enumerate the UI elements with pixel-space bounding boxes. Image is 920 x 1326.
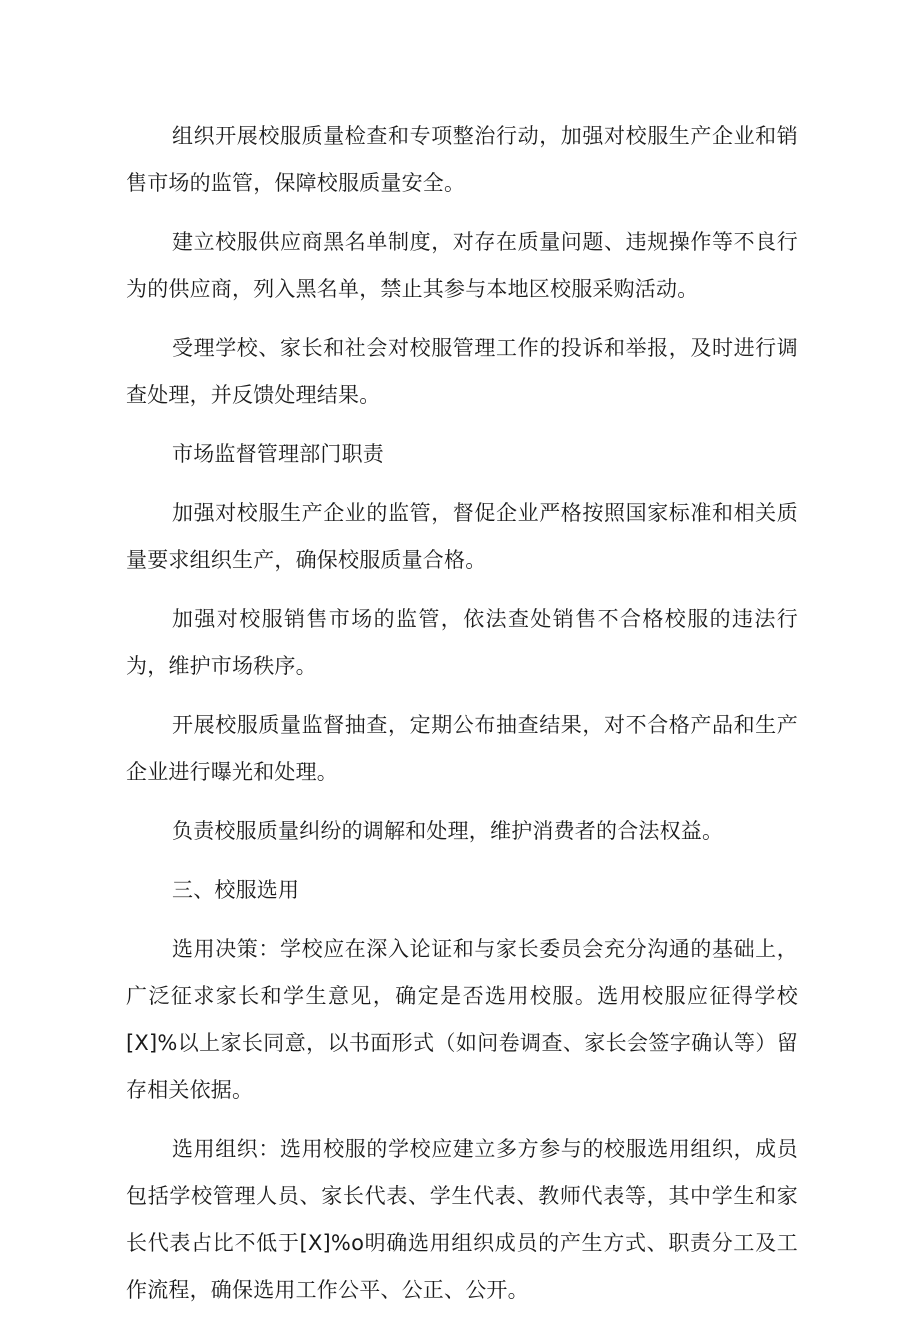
paragraph-production-supervision: 加强对校服生产企业的监管，督促企业严格按照国家标准和相关质量要求组织生产，确保校服质量合格。 (126, 501, 798, 572)
document-body (126, 113, 798, 1326)
paragraph-spot-checks: 开展校服质量监督抽查，定期公布抽查结果，对不合格产品和生产企业进行曝光和处理。 (126, 713, 798, 784)
paragraph-complaints: 受理学校、家长和社会对校服管理工作的投诉和举报，及时进行调查处理，并反馈处理结果。 (126, 336, 798, 407)
paragraph-dispute-mediation: 负责校服质量纠纷的调解和处理，维护消费者的合法权益。 (172, 819, 724, 843)
section-heading-market-supervision: 市场监督管理部门职责 (172, 442, 384, 466)
paragraph-selection-organization: 选用组织：选用校服的学校应建立多方参与的校服选用组织，成员包括学校管理人员、家长代表、学生代表、教师代表等，其中学生和家长代表占比不低于[X]%o明确选用组织成员的产生方式、职责分工及工作流程，确保选用工作公平、公正、公开。 (126, 1137, 798, 1302)
paragraph-selection-decision: 选用决策：学校应在深入论证和与家长委员会充分沟通的基础上，广泛征求家长和学生意见，确定是否选用校服。选用校服应征得学校[X]%以上家长同意，以书面形式（如问卷调查、家长会签字确认等）留存相关依据。 (126, 937, 798, 1102)
section-heading-uniform-selection: 三、校服选用 (172, 878, 300, 902)
paragraph-supplier-blacklist: 建立校服供应商黑名单制度，对存在质量问题、违规操作等不良行为的供应商，列入黑名单，禁止其参与本地区校服采购活动。 (126, 230, 798, 301)
paragraph-quality-inspection: 组织开展校服质量检查和专项整治行动，加强对校服生产企业和销售市场的监管，保障校服质量安全。 (126, 124, 798, 195)
paragraph-sales-supervision: 加强对校服销售市场的监管，依法查处销售不合格校服的违法行为，维护市场秩序。 (126, 607, 798, 678)
